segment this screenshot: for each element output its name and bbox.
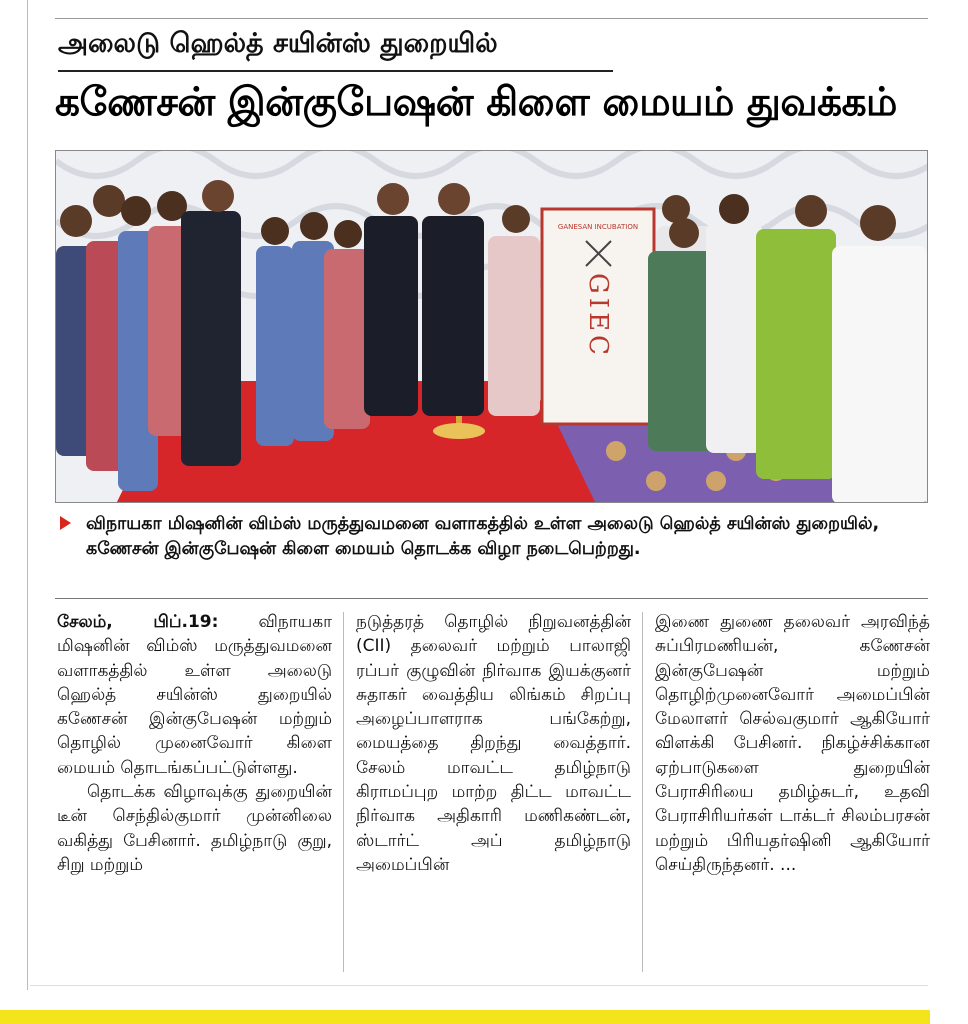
column1-paragraph1: விநாயகா மிஷனின் விம்ஸ் மருத்துவமனை வளாகத்தில் உள்ள அலைடு ஹெல்த் சயின்ஸ் துறையில் கணேசன் இன்குபேஷன் மற்றும் தொழில் முனைவோர் கிளை மையம் தொடங்கப்பட்டுள்ளது. bbox=[57, 612, 332, 778]
svg-text:GIEC: GIEC bbox=[583, 273, 613, 359]
svg-text:GANESAN INCUBATION: GANESAN INCUBATION bbox=[557, 223, 639, 231]
event-photo bbox=[55, 150, 928, 503]
kicker-underline bbox=[58, 70, 613, 72]
top-divider bbox=[55, 18, 928, 19]
adjacent-column-edge bbox=[0, 0, 28, 990]
bottom-divider bbox=[30, 985, 928, 986]
page-bottom-bar bbox=[0, 1010, 930, 1024]
column-divider bbox=[642, 612, 643, 972]
photo-caption bbox=[60, 512, 930, 562]
giec-standee bbox=[542, 209, 654, 424]
body-column-1 bbox=[57, 610, 332, 877]
caption-text: விநாயகா மிஷனின் விம்ஸ் மருத்துவமனை வளாகத்தில் உள்ள அலைடு ஹெல்த் சயின்ஸ் துறையில், கணேசன் இன்குபேஷன் கிளை மையம் தொடக்க விழா நடைபெற்றது. bbox=[86, 514, 880, 559]
column-divider bbox=[343, 612, 344, 972]
body-column-2: நடுத்தரத் தொழில் நிறுவனத்தின் (CII) தலைவர் மற்றும் பாலாஜி ரப்பர் குழுவின் நிர்வாக இயக்குனர் சுதாகர் வைத்திய லிங்கம் சிறப்பு அழைப்பாளராக பங்கேற்று, மையத்தை திறந்து வைத்தார். சேலம் மாவட்ட தமிழ்நாடு கிராமப்புற மாற்ற திட்ட மாவட்ட நிர்வாக அதிகாரி மணிகண்டன், ஸ்டார்ட் அப் தமிழ்நாடு அமைப்பின் bbox=[356, 612, 631, 875]
caption-arrow-icon bbox=[60, 516, 71, 530]
column1-paragraph2: தொடக்க விழாவுக்கு துறையின் டீன் செந்தில்குமார் முன்னிலை வகித்து பேசினார். தமிழ்நாடு குறு, சிறு மற்றும் bbox=[57, 782, 332, 875]
article-headline: கணேசன் இன்குபேஷன் கிளை மையம் துவக்கம் bbox=[55, 80, 897, 125]
caption-divider bbox=[55, 598, 928, 599]
dateline: சேலம், பிப்.19: bbox=[57, 612, 219, 632]
body-column-3: இணை துணை தலைவர் அரவிந்த் சுப்பிரமணியன், கணேசன் இன்குபேஷன் மற்றும் தொழிற்முனைவோர் அமைப்பின் மேலாளர் செல்வகுமார் ஆகியோர் விளக்கி பேசினர். நிகழ்ச்சிக்கான ஏற்பாடுகளை துறையின் பேராசிரியை தமிழ்சுடர், உதவி பேராசிரியர்கள் டாக்டர் சிலம்பரசன் மற்றும் பிரியதர்ஷினி ஆகியோர் செய்திருந்தனர். ... bbox=[655, 612, 930, 875]
article-kicker: அலைடு ஹெல்த் சயின்ஸ் துறையில் bbox=[58, 28, 498, 59]
